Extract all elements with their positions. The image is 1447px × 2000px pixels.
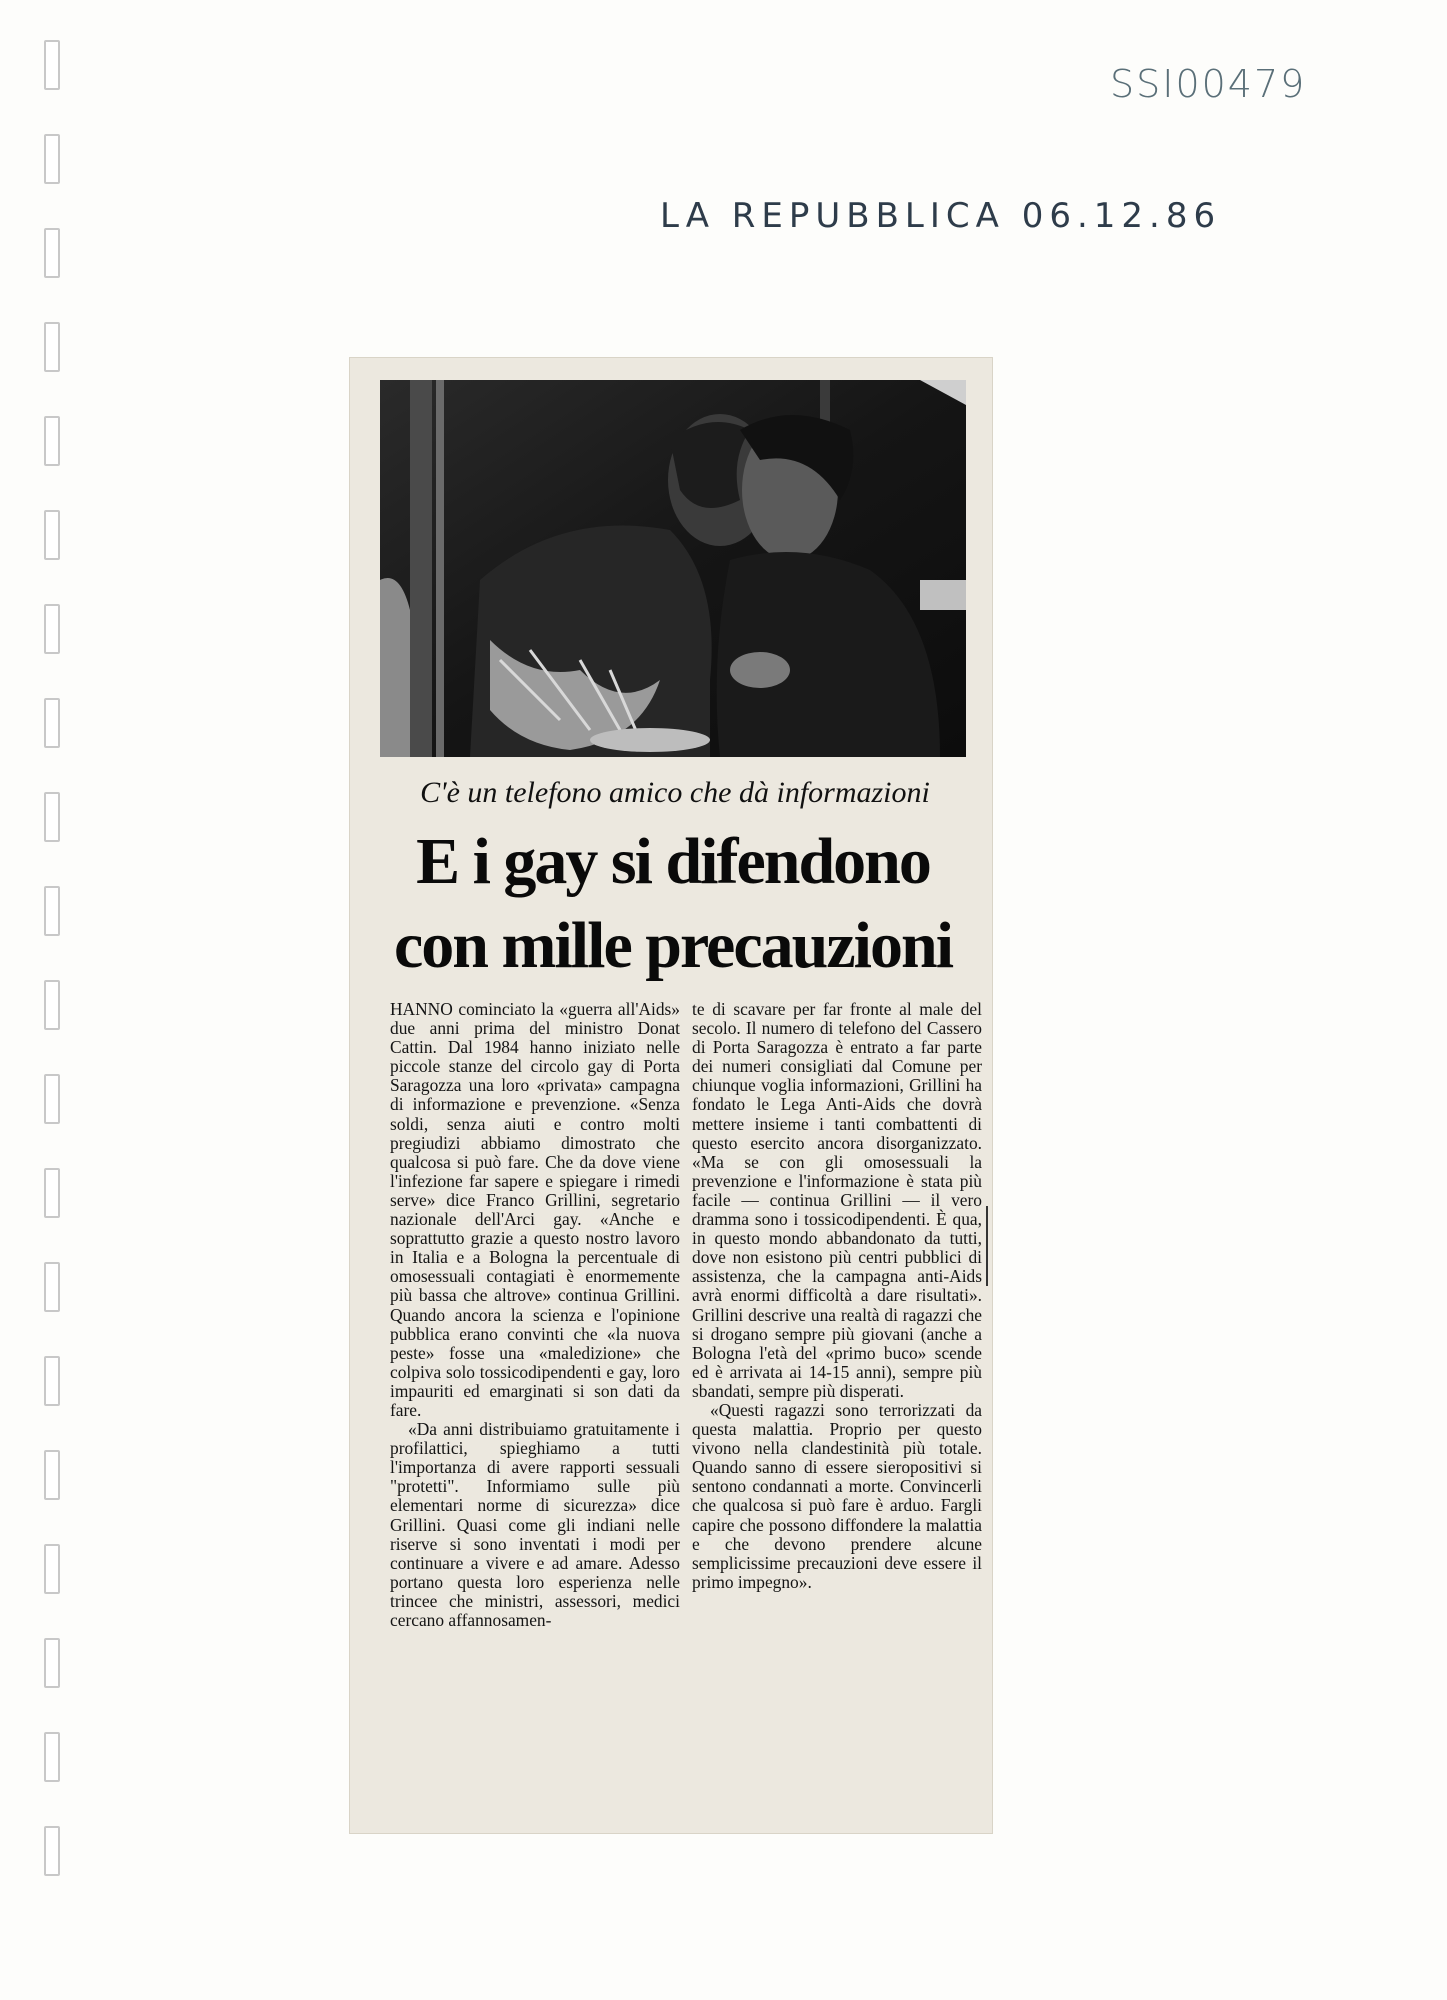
article-column-left [390,1000,680,1830]
article-column-right [692,1000,982,1830]
binder-hole [44,1826,60,1876]
paragraph: «Questi ragazzi sono terrorizzati da questa malattia. Proprio per questo vivono nella clandestinità più totale. Quando sanno di essere sieropositivi si sentono condannati a morte. Convincerli che qualcosa si può fare è arduo. Fargli capire che possono diffondere la malattia e che devono prendere alcune semplicissime precauzioni deve essere il primo impegno». [692,1399,982,1592]
archive-reference-code: SSI00479 [1110,62,1307,106]
article-kicker: C'è un telefono amico che dà informazioni [420,776,930,809]
binder-hole [44,698,60,748]
article-photo [380,380,966,757]
binder-hole [44,40,60,90]
newspaper-clipping [350,358,992,1833]
binder-hole [44,980,60,1030]
binder-hole [44,228,60,278]
binder-hole [44,416,60,466]
binder-holes [44,40,70,1940]
paragraph: «Da anni distribuiamo gratuitamente i profilattici, spieghiamo a tutti l'importanza di avere rapporti sessuali "protetti". Informiamo sulle più elementari norme di sicurezza» dice Grillini. Quasi come gli indiani nelle riserve si sono inventati i modi per continuare a vivere e ad amare. Adesso portano questa loro esperienza nelle trincee che ministri, assessori, medici cercano affannosamen- [390,1419,680,1630]
paragraph: te di scavare per far fronte al male del secolo. Il numero di telefono del Cassero di Porta Saragozza è entrato a far parte dei numeri consigliati dal Comune per chiunque voglia informazioni, Grillini ha fondato le Lega Anti-Aids che dovrà mettere insieme i tanti combattenti di questo esercito ancora disorganizzato. «Ma se con gli omosessuali la prevenzione e l'informazione è stata più facile — continua Grillini — il vero dramma sono i tossicodipendenti. È qua, in questo mondo abbandonato da tutti, dove non esistono più centri pubblici di assistenza, che la campagna anti-Aids avrà enormi difficoltà a dare risultati». Grillini descrive una realtà di ragazzi che si drogano sempre più giovani (anche a Bologna l'età del «primo buco» scende ed è arrivata ai 14-15 anni), sempre più sbandati, sempre più disperati. [692,999,982,1401]
binder-hole [44,886,60,936]
headline-line-1: E i gay si difendono [416,825,930,898]
binder-hole [44,1074,60,1124]
handwritten-source-note: LA REPUBBLICA 06.12.86 [660,196,1222,236]
binder-hole [44,1168,60,1218]
binder-hole [44,134,60,184]
headline-line-2: con mille precauzioni [393,909,953,982]
binder-hole [44,1450,60,1500]
binder-hole [44,792,60,842]
binder-hole [44,604,60,654]
binder-hole [44,1544,60,1594]
column-rule [986,1206,988,1286]
binder-hole [44,510,60,560]
article-headline [372,820,974,1000]
binder-hole [44,1262,60,1312]
photo-two-men-kissing-image [380,380,966,757]
binder-hole [44,1732,60,1782]
binder-hole [44,1356,60,1406]
binder-hole [44,322,60,372]
paragraph: HANNO cominciato la «guerra all'Aids» due anni prima del ministro Donat Cattin. Dal 1984 hanno iniziato nelle piccole stanze del circolo gay di Porta Saragozza una loro «privata» campagna di informazione e prevenzione. «Senza soldi, senza aiuti e contro molti pregiudizi abbiamo dimostrato che qualcosa si può fare. Che da dove viene l'infezione far sapere e spiegare i rimedi serve» dice Franco Grillini, segretario nazionale dell'Arci gay. «Anche e soprattutto grazie a questo nostro lavoro in Italia e a Bologna la percentuale di omosessuali contagiati è enormemente più bassa che altrove» continua Grillini. Quando ancora la scienza e l'opinione pubblica erano convinti che «la nuova peste» fosse una «maledizione» che colpiva solo tossicodipendenti e gay, loro impauriti ed emarginati si son dati da fare. [390,999,680,1420]
binder-hole [44,1638,60,1688]
